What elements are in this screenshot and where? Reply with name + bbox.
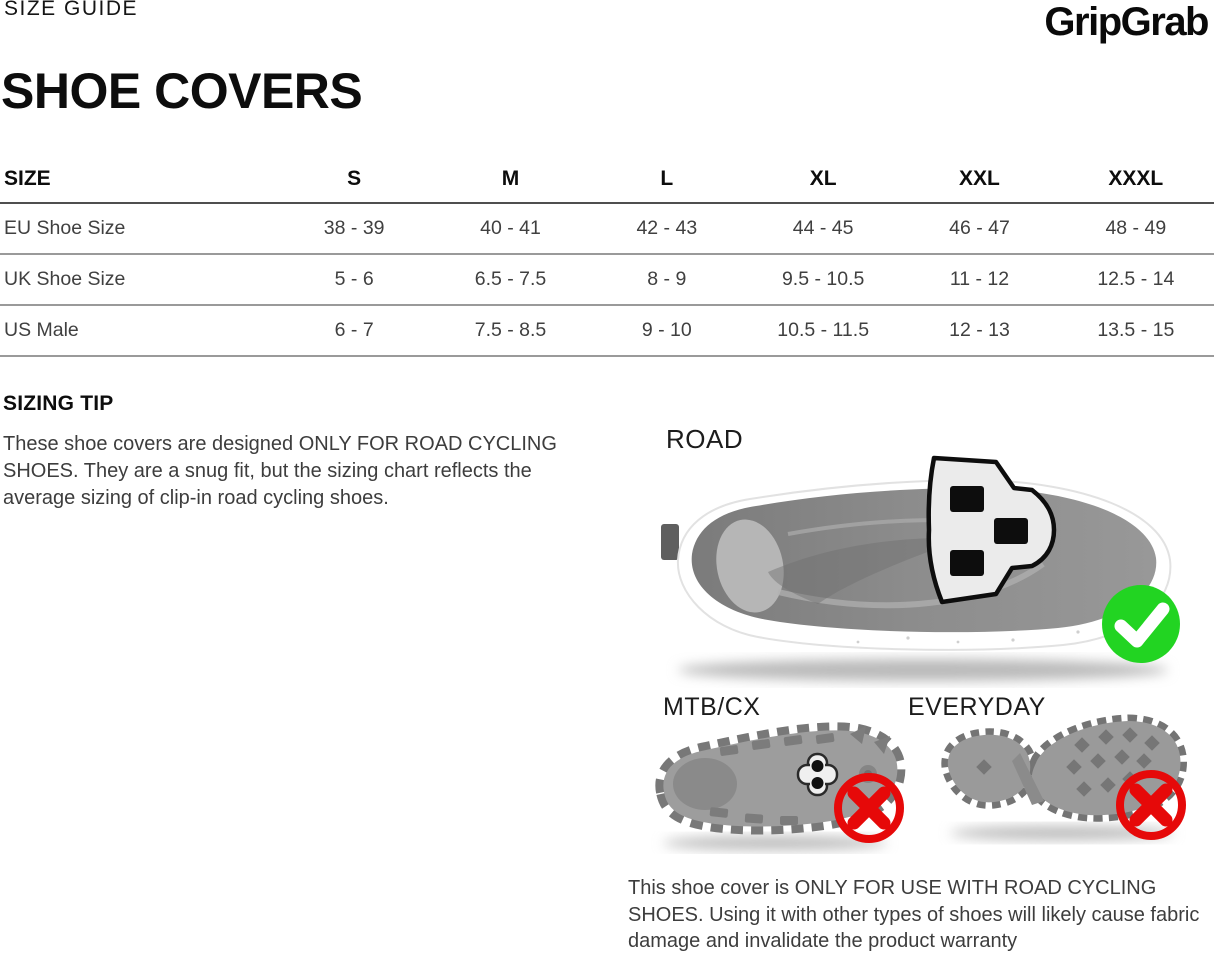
everyday-label: EVERYDAY <box>908 693 1046 721</box>
table-row-us-male <box>0 305 1214 356</box>
sizing-tip-heading: SIZING TIP <box>3 392 114 415</box>
mtb-shoe-sole-image <box>650 712 912 854</box>
heel-buckle <box>661 524 679 560</box>
cleat-bolt <box>950 486 984 512</box>
everyday-shoe-sole-image <box>932 705 1194 847</box>
cell: 13.5 - 15 <box>1058 305 1214 356</box>
cell: 42 - 43 <box>589 203 745 254</box>
size-guide-eyebrow: SIZE GUIDE <box>4 0 139 20</box>
cell: 12.5 - 14 <box>1058 254 1214 305</box>
cell: 7.5 - 8.5 <box>432 305 588 356</box>
cell: 5 - 6 <box>276 254 432 305</box>
cell: 6 - 7 <box>276 305 432 356</box>
cell: 6.5 - 7.5 <box>432 254 588 305</box>
col-header-xxxl: XXXL <box>1058 156 1214 203</box>
page-title: SHOE COVERS <box>1 63 363 119</box>
check-icon <box>1102 585 1180 663</box>
cell: 40 - 41 <box>432 203 588 254</box>
footer-note: This shoe cover is ONLY FOR USE WITH ROAD CYCLING SHOES. Using it with other types of shoes will likely cause fabric damage and invalidate the product warranty <box>628 877 1200 952</box>
row-label: EU Shoe Size <box>0 203 276 254</box>
size-table <box>0 156 1214 357</box>
mtb-heel-patch <box>673 758 737 810</box>
col-header-s: S <box>276 156 432 203</box>
table-row-uk <box>0 254 1214 305</box>
col-header-size: SIZE <box>0 156 276 203</box>
col-header-xxl: XXL <box>901 156 1057 203</box>
mtb-label: MTB/CX <box>663 693 761 721</box>
cleat-bolt <box>950 550 984 576</box>
road-shoe-shadow <box>678 659 1168 681</box>
table-row-eu <box>0 203 1214 254</box>
cell: 9 - 10 <box>589 305 745 356</box>
col-header-l: L <box>589 156 745 203</box>
sizing-tip-body: These shoe covers are designed ONLY FOR ROAD CYCLING SHOES. They are a snug fit, but the sizing chart reflects the average sizing of clip-in road cycling shoes. <box>3 433 557 509</box>
size-table-header-row <box>0 156 1214 203</box>
cell: 12 - 13 <box>901 305 1057 356</box>
cell: 38 - 39 <box>276 203 432 254</box>
cell: 10.5 - 11.5 <box>745 305 901 356</box>
row-label: US Male <box>0 305 276 356</box>
gripgrab-logo: GripGrab <box>1044 0 1208 44</box>
col-header-m: M <box>432 156 588 203</box>
col-header-xl: XL <box>745 156 901 203</box>
cell: 44 - 45 <box>745 203 901 254</box>
cell: 11 - 12 <box>901 254 1057 305</box>
row-label: UK Shoe Size <box>0 254 276 305</box>
road-label: ROAD <box>666 424 744 454</box>
cell: 9.5 - 10.5 <box>745 254 901 305</box>
cell: 8 - 9 <box>589 254 745 305</box>
cell: 46 - 47 <box>901 203 1057 254</box>
road-shoe-sole-image <box>658 442 1198 690</box>
cleat-bolt <box>994 518 1028 544</box>
cell: 48 - 49 <box>1058 203 1214 254</box>
